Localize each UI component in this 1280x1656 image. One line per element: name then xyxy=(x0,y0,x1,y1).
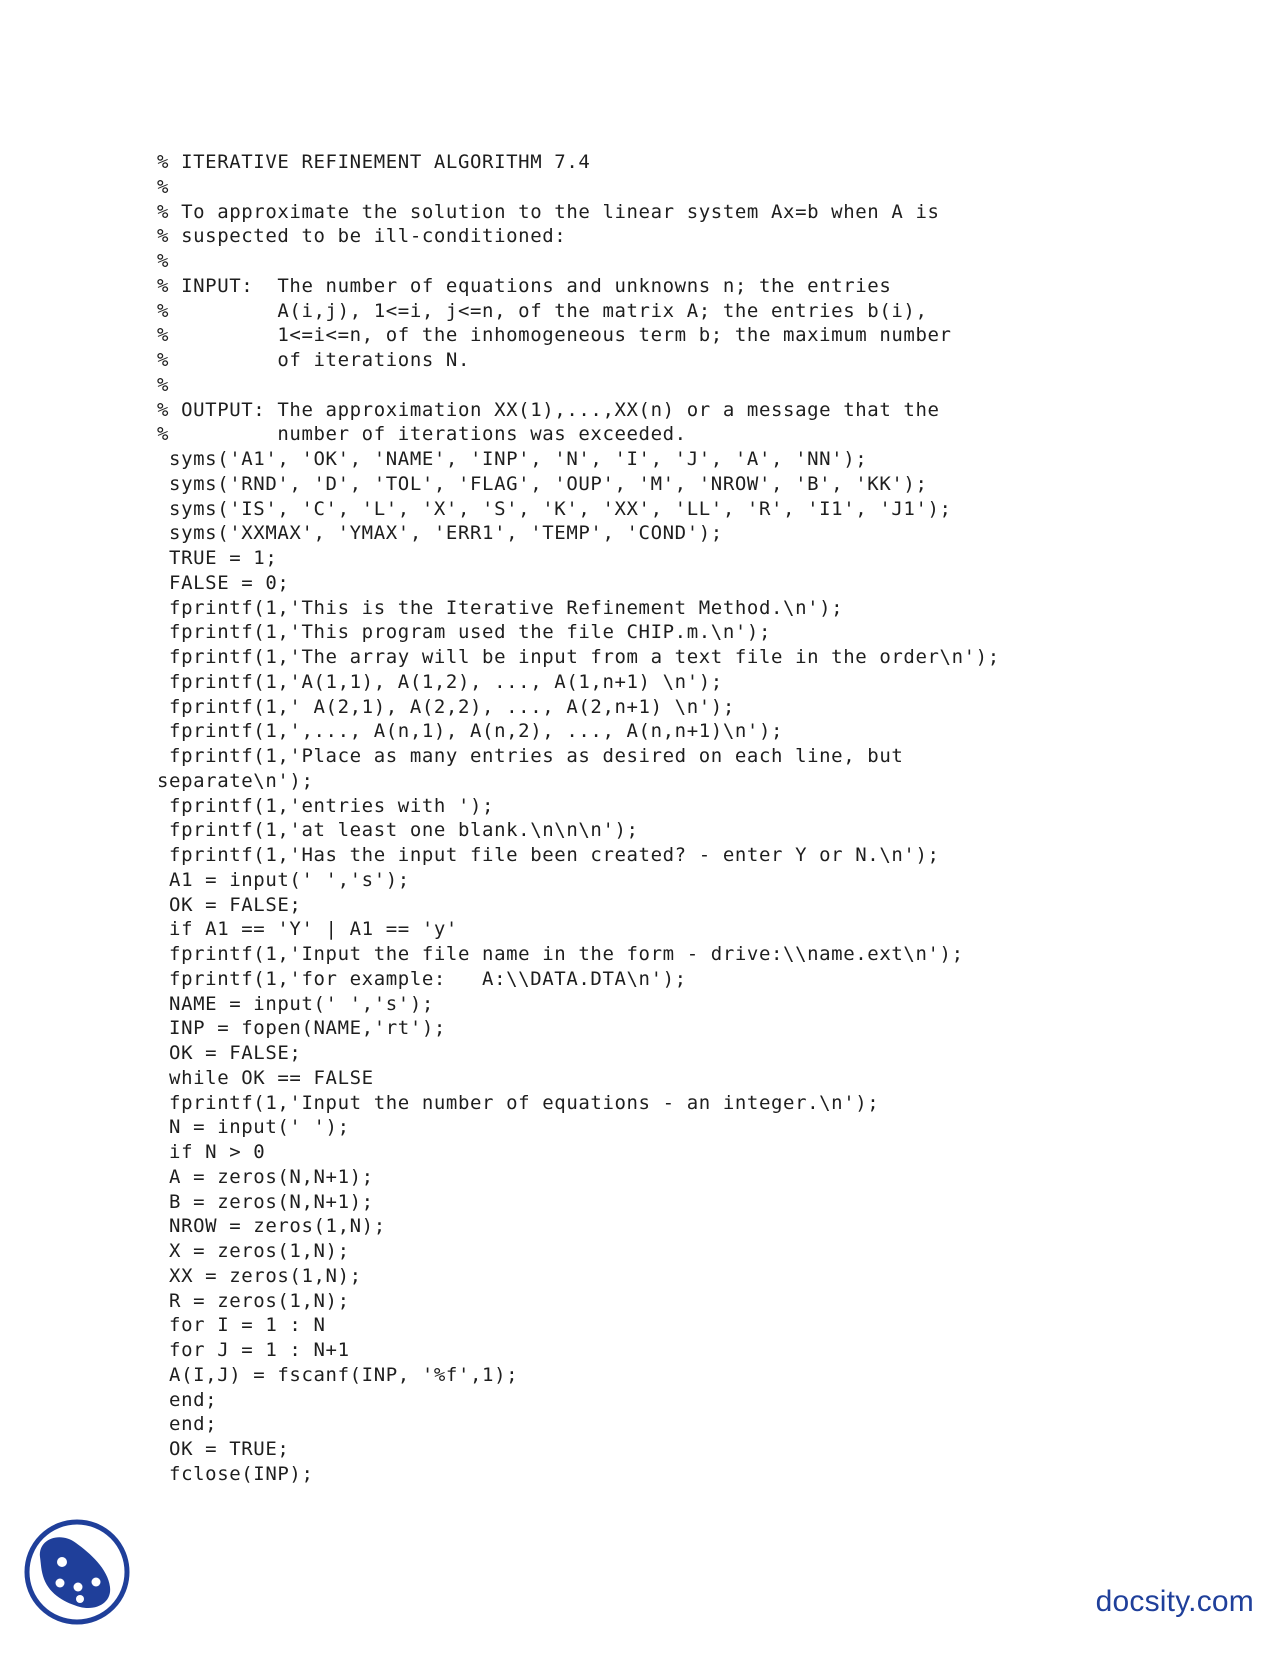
code-line: fprintf(1,'Input the number of equations - an integer.\n'); xyxy=(157,1091,880,1114)
code-line: % suspected to be ill-conditioned: xyxy=(157,225,567,248)
code-line: % of iterations N. xyxy=(157,349,471,371)
code-line: TRUE = 1; xyxy=(157,547,278,569)
code-line: syms('RND', 'D', 'TOL', 'FLAG', 'OUP', 'M', 'NROW', 'B', 'KK'); xyxy=(157,472,928,495)
code-line: % ITERATIVE REFINEMENT ALGORITHM 7.4 xyxy=(157,151,591,173)
code-line: % xyxy=(157,250,170,272)
code-line: A(I,J) = fscanf(INP, '%f',1); xyxy=(157,1363,519,1386)
code-line: % number of iterations was exceeded. xyxy=(157,423,687,446)
docsity-brand-text[interactable]: docsity.com xyxy=(1095,1585,1254,1618)
code-line: A1 = input(' ','s'); xyxy=(157,868,410,891)
code-line: fprintf(1,' A(2,1), A(2,2), ..., A(2,n+1) \n'); xyxy=(157,695,735,718)
code-line: % To approximate the solution to the linear system Ax=b when A is xyxy=(157,200,940,223)
code-line: % INPUT: The number of equations and unknowns n; the entries xyxy=(157,274,892,297)
code-line: N = input(' '); xyxy=(157,1116,350,1139)
matlab-code-listing xyxy=(157,150,1000,1487)
code-line: fprintf(1,'This program used the file CHIP.m.\n'); xyxy=(157,621,771,644)
code-line: fprintf(1,'at least one blank.\n\n\n'); xyxy=(157,819,639,842)
code-line: % A(i,j), 1<=i, j<=n, of the matrix A; the entries b(i), xyxy=(157,299,928,322)
code-line: if N > 0 xyxy=(157,1141,266,1163)
code-line: R = zeros(1,N); xyxy=(157,1289,350,1312)
code-line: fclose(INP); xyxy=(157,1462,314,1485)
code-line: end; xyxy=(157,1388,218,1411)
code-line: OK = TRUE; xyxy=(157,1438,290,1460)
code-line: separate\n'); xyxy=(157,769,314,792)
docsity-logo-icon xyxy=(22,1517,132,1627)
code-line: fprintf(1,'Has the input file been created? - enter Y or N.\n'); xyxy=(157,844,940,866)
code-line: % xyxy=(157,373,170,396)
code-line: fprintf(1,'Place as many entries as desired on each line, but xyxy=(157,745,904,767)
code-line: syms('A1', 'OK', 'NAME', 'INP', 'N', 'I', 'J', 'A', 'NN'); xyxy=(157,448,868,470)
code-line: fprintf(1,'for example: A:\\DATA.DTA\n'); xyxy=(157,967,687,990)
code-line: fprintf(1,'A(1,1), A(1,2), ..., A(1,n+1) \n'); xyxy=(157,670,723,693)
code-line: NROW = zeros(1,N); xyxy=(157,1215,386,1238)
code-line: fprintf(1,'entries with '); xyxy=(157,794,495,817)
code-line: for I = 1 : N xyxy=(157,1314,326,1337)
code-line: B = zeros(N,N+1); xyxy=(157,1190,374,1213)
code-line: % OUTPUT: The approximation XX(1),...,XX(n) or a message that the xyxy=(157,398,940,421)
code-line: OK = FALSE; xyxy=(157,1042,302,1064)
code-line: FALSE = 0; xyxy=(157,571,290,594)
code-line: NAME = input(' ','s'); xyxy=(157,992,434,1015)
code-line: fprintf(1,'Input the file name in the form - drive:\\name.ext\n'); xyxy=(157,943,964,965)
code-line: % 1<=i<=n, of the inhomogeneous term b; the maximum number xyxy=(157,324,952,347)
code-line: INP = fopen(NAME,'rt'); xyxy=(157,1017,446,1040)
code-line: end; xyxy=(157,1413,218,1436)
code-line: while OK == FALSE xyxy=(157,1066,374,1089)
code-line: % xyxy=(157,175,170,198)
code-line: syms('XXMAX', 'YMAX', 'ERR1', 'TEMP', 'COND'); xyxy=(157,522,723,545)
code-line: for J = 1 : N+1 xyxy=(157,1339,350,1361)
code-line: OK = FALSE; xyxy=(157,893,302,916)
code-line: A = zeros(N,N+1); xyxy=(157,1165,374,1188)
code-line: XX = zeros(1,N); xyxy=(157,1264,362,1287)
code-line: syms('IS', 'C', 'L', 'X', 'S', 'K', 'XX', 'LL', 'R', 'I1', 'J1'); xyxy=(157,497,952,520)
code-line: fprintf(1,'The array will be input from a text file in the order\n'); xyxy=(157,646,1000,668)
code-line: if A1 == 'Y' | A1 == 'y' xyxy=(157,918,458,941)
code-line: fprintf(1,',..., A(n,1), A(n,2), ..., A(n,n+1)\n'); xyxy=(157,720,784,743)
code-line: X = zeros(1,N); xyxy=(157,1240,350,1262)
code-line: fprintf(1,'This is the Iterative Refinement Method.\n'); xyxy=(157,596,844,619)
